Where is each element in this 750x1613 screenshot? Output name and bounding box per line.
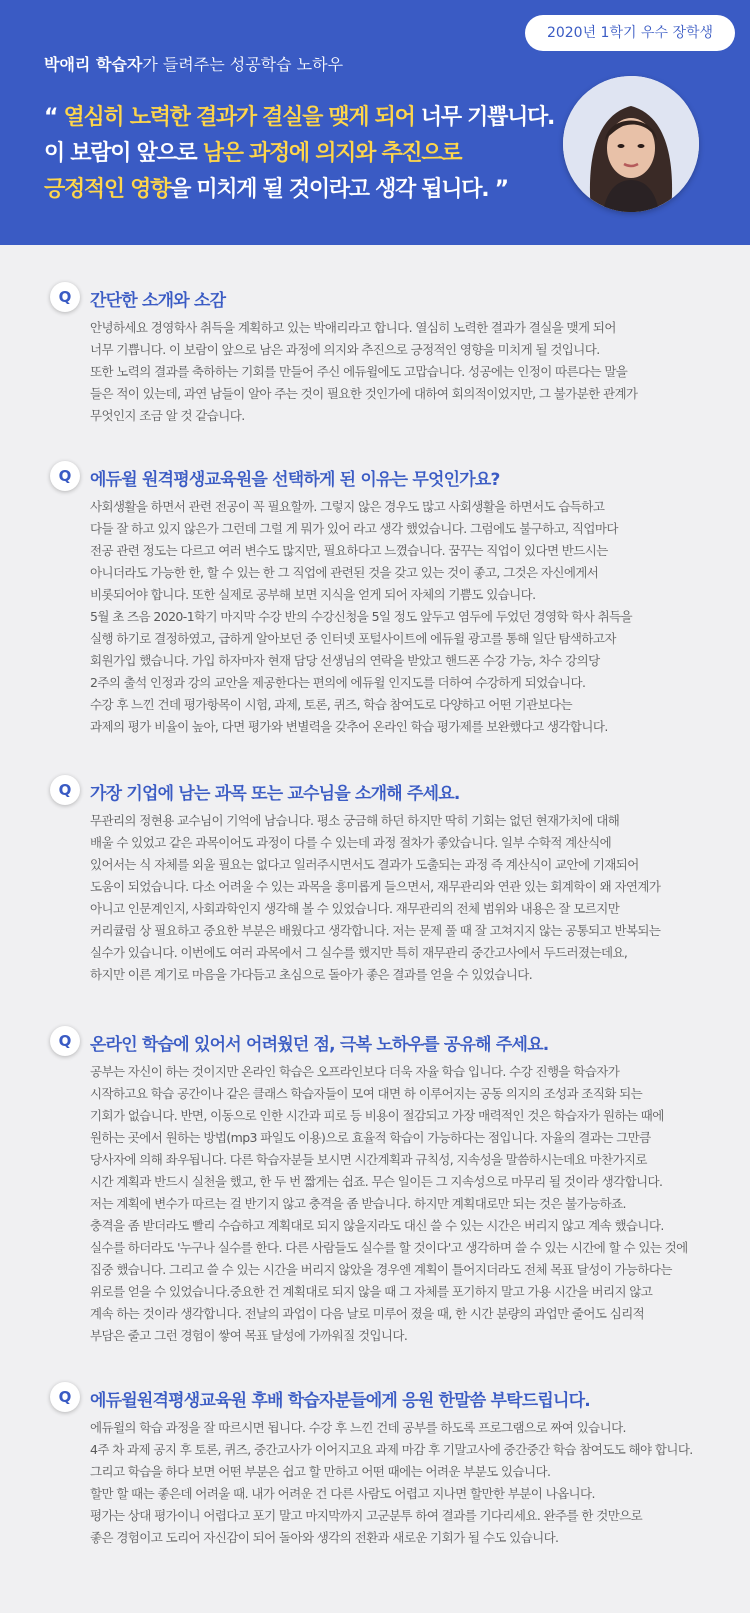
- answer-line: 할만 할 때는 좋은데 어려울 때. 내가 어려운 건 다른 사람도 어렵고 지나면 할만한 부분이 나옵니다.: [90, 1486, 595, 1501]
- answer-line: 회원가입 했습니다. 가입 하자마자 현재 담당 선생님의 연락을 받았고 핸드폰 수강 가능, 차수 강의당: [90, 653, 600, 668]
- answer-text: [90, 1417, 693, 1549]
- q-icon: Q: [50, 775, 80, 805]
- answer-text: [90, 1061, 688, 1347]
- answer-line: 전공 관련 정도는 다르고 여러 변수도 많지만, 필요하다고 느꼈습니다. 꿈꾸는 직업이 있다면 반드시는: [90, 543, 608, 558]
- answer-line: 실수가 있습니다. 이번에도 여러 과목에서 그 실수를 했지만 특히 재무관리 중간고사에서 두드러졌는데요,: [90, 945, 628, 960]
- quote-text: 너무 기쁩니다.: [414, 105, 555, 130]
- q-icon: Q: [50, 1382, 80, 1412]
- answer-line: 시작하고요 학습 공간이나 같은 클래스 학습자들이 모여 대면 하 이루어지는 공동 의지의 조성과 조직화 되는: [90, 1086, 643, 1101]
- answer-line: 저는 계획에 변수가 따르는 걸 반기지 않고 충격을 좀 받습니다. 하지만 계획대로만 되는 것은 불가능하죠.: [90, 1196, 626, 1211]
- answer-line: 충격을 좀 받더라도 빨리 수습하고 계획대로 되지 않을지라도 대신 쓸 수 있는 시간은 버리지 않고 계속 했습니다.: [90, 1218, 664, 1233]
- hero-quote: [44, 100, 554, 208]
- student-avatar: [563, 76, 699, 212]
- answer-line: 당사자에 의해 좌우됩니다. 다른 학습자분들 보시면 시간계획과 규칙성, 지속성을 말씀하시는데요 마찬가지로: [90, 1152, 647, 1167]
- answer-line: 실수를 하더라도 '누구나 실수를 한다. 다른 사람들도 실수를 할 것이다'고 생각하며 쓸 수 있는 시간에 할 수 있는 것에: [90, 1240, 688, 1255]
- answer-line: 아니고 인문계인지, 사회과학인지 생각해 볼 수 있었습니다. 재무관리의 전체 범위와 내용은 잘 모르지만: [90, 901, 620, 916]
- answer-line: 4주 차 과제 공지 후 토론, 퀴즈, 중간고사가 이어지고요 과제 마감 후 기말고사에 중간중간 학습 참여도도 해야 합니다.: [90, 1442, 693, 1457]
- answer-line: 5월 초 즈음 2020-1학기 마지막 수강 반의 수강신청을 5일 정도 앞두고 염두에 두었던 경영학 학사 취득을: [90, 609, 633, 624]
- student-name: 박애리 학습자: [44, 55, 143, 74]
- answer-line: 커리큘럼 상 필요하고 중요한 부분은 배웠다고 생각합니다. 저는 문제 풀 때 잘 고쳐지지 않는 공통되고 반복되는: [90, 923, 661, 938]
- answer-line: 부담은 줄고 그런 경험이 쌓여 목표 달성에 가까워질 것입니다.: [90, 1328, 408, 1343]
- subtitle-rest: 가 들려주는 성공학습 노하우: [142, 55, 344, 74]
- answer-line: 무관리의 정현용 교수님이 기억에 남습니다. 평소 궁금해 하던 하지만 딱히 기회는 없던 현재가치에 대해: [90, 813, 620, 828]
- answer-line: 집중 했습니다. 그리고 쓸 수 있는 시간을 버리지 않았을 경우엔 계획이 틀어지더라도 전체 목표 달성이 가능하다는: [90, 1262, 672, 1277]
- portrait-image: [563, 76, 699, 212]
- answer-line: 너무 기쁩니다. 이 보람이 앞으로 남은 과정에 의지와 추진으로 긍정적인 영향을 미치게 될 것입니다.: [90, 342, 600, 357]
- quote-line-3: [44, 172, 554, 208]
- answer-line: 안녕하세요 경영학사 취득을 계획하고 있는 박애리라고 합니다. 열심히 노력한 결과가 결실을 맺게 되어: [90, 320, 616, 335]
- quote-open: “: [44, 105, 64, 130]
- answer-text: [90, 496, 632, 738]
- q-icon: Q: [50, 1026, 80, 1056]
- answer-line: 위로를 얻을 수 있었습니다.중요한 건 계획대로 되지 않을 때 그 자체를 포기하지 말고 가용 시간을 버리지 않고: [90, 1284, 653, 1299]
- hero-subtitle: [44, 52, 343, 75]
- answer-line: 공부는 자신이 하는 것이지만 온라인 학습은 오프라인보다 더욱 자율 학습 입니다. 수강 진행을 학습자가: [90, 1064, 620, 1079]
- answer-line: 아니더라도 가능한 한, 할 수 있는 한 그 직업에 관련된 것을 갖고 있는 것이 좋고, 그것은 자신에게서: [90, 565, 599, 580]
- q-icon: Q: [50, 461, 80, 491]
- answer-line: 있어서는 식 자체를 외울 필요는 없다고 일러주시면서도 결과가 도출되는 과정 즉 계산식이 교안에 기재되어: [90, 857, 639, 872]
- answer-line: 그리고 학습을 하다 보면 어떤 부분은 쉽고 할 만하고 어떤 때에는 어려운 부분도 있습니다.: [90, 1464, 551, 1479]
- scholarship-badge: 2020년 1학기 우수 장학생: [525, 15, 735, 51]
- answer-text: [90, 810, 660, 986]
- q-icon: Q: [50, 282, 80, 312]
- answer-line: 배울 수 있었고 같은 과목이어도 과정이 다를 수 있는데 과정 절차가 좋았습니다. 일부 수학적 계산식에: [90, 835, 612, 850]
- answer-line: 수강 후 느낀 건데 평가항목이 시험, 과제, 토론, 퀴즈, 학습 참여도로 다양하고 어떤 기관보다는: [90, 697, 572, 712]
- answer-line: 사회생활을 하면서 관련 전공이 꼭 필요할까. 그렇지 않은 경우도 많고 사회생활을 하면서도 습득하고: [90, 499, 605, 514]
- answer-line: 기회가 없습니다. 반면, 이동으로 인한 시간과 피로 등 비용이 절감되고 가장 매력적인 것은 학습자가 원하는 때에: [90, 1108, 664, 1123]
- answer-line: 계속 하는 것이라 생각합니다. 전날의 과업이 다음 날로 미루어 졌을 때, 한 시간 분량의 과업만 줄어도 심리적: [90, 1306, 645, 1321]
- quote-text: 이 보람이 앞으로: [44, 141, 203, 166]
- answer-line: 무엇인지 조금 알 것 같습니다.: [90, 408, 245, 423]
- quote-line-2: [44, 136, 554, 172]
- answer-line: 원하는 곳에서 원하는 방법(mp3 파일도 이용)으로 효율적 학습이 가능하다는 점입니다. 자율의 결과는 그만큼: [90, 1130, 651, 1145]
- question-title: 온라인 학습에 있어서 어려웠던 점, 극복 노하우를 공유해 주세요.: [90, 1035, 549, 1055]
- question-title: 가장 기업에 남는 과목 또는 교수님을 소개해 주세요.: [90, 784, 460, 804]
- answer-line: 실행 하기로 결정하였고, 급하게 알아보던 중 인터넷 포털사이트에 에듀윌 광고를 통해 일단 탐색하고자: [90, 631, 616, 646]
- hero-banner: [0, 0, 750, 245]
- answer-line: 평가는 상대 평가이니 어렵다고 포기 말고 마지막까지 고군분투 하여 결과를 기다리세요. 완주를 한 것만으로: [90, 1508, 643, 1523]
- quote-line-1: [44, 100, 554, 136]
- answer-text: [90, 317, 637, 427]
- answer-line: 과제의 평가 비율이 높아, 다면 평가와 변별력을 갖추어 온라인 학습 평가제를 보완했다고 생각합니다.: [90, 719, 608, 734]
- question-title: 에듀윌원격평생교육원 후배 학습자분들에게 응원 한말씀 부탁드립니다.: [90, 1391, 590, 1411]
- quote-highlight: 남은 과정에 의지와 추진으로: [202, 141, 462, 166]
- answer-line: 2주의 출석 인정과 강의 교안을 제공한다는 편의에 에듀윌 인지도를 더하여 수강하게 되었습니다.: [90, 675, 586, 690]
- answer-line: 시간 계획과 반드시 실천을 했고, 한 두 번 짧게는 쉽죠. 무슨 일이든 그 지속성으로 마무리 될 것이라 생각합니다.: [90, 1174, 663, 1189]
- quote-text: 을 미치게 될 것이라고 생각 됩니다. ”: [170, 177, 508, 202]
- answer-line: 다들 잘 하고 있지 않은가 그런데 그럴 게 뭐가 있어 라고 생각 했었습니다. 그럼에도 불구하고, 직업마다: [90, 521, 618, 536]
- answer-line: 또한 노력의 결과를 축하하는 기회를 만들어 주신 에듀윌에도 고맙습니다. 성공에는 인정이 따른다는 말을: [90, 364, 628, 379]
- answer-line: 비롯되어야 합니다. 또한 실제로 공부해 보면 지식을 얻게 되어 자체의 기쁨도 있습니다.: [90, 587, 536, 602]
- question-title: 에듀윌 원격평생교육원을 선택하게 된 이유는 무엇인가요?: [90, 470, 500, 490]
- answer-line: 하지만 이른 계기로 마음을 가다듬고 초심으로 돌아가 좋은 결과를 얻을 수 있었습니다.: [90, 967, 533, 982]
- answer-line: 도움이 되었습니다. 다소 어려울 수 있는 과목을 흥미롭게 들으면서, 재무관리와 연관 있는 회계학이 왜 자연계가: [90, 879, 661, 894]
- answer-line: 들은 적이 있는데, 과연 남들이 알아 주는 것이 필요한 것인가에 대하여 회의적이었지만, 그 불가분한 관계가: [90, 386, 638, 401]
- answer-line: 에듀윌의 학습 과정을 잘 따르시면 됩니다. 수강 후 느낀 건데 공부를 하도록 프로그램으로 짜여 있습니다.: [90, 1420, 626, 1435]
- quote-highlight: 열심히 노력한 결과가 결실을 맺게 되어: [63, 105, 415, 130]
- quote-highlight: 긍정적인 영향: [44, 177, 171, 202]
- answer-line: 좋은 경험이고 도리어 자신감이 되어 돌아와 생각의 전환과 새로운 기회가 될 수도 있습니다.: [90, 1530, 559, 1545]
- question-title: 간단한 소개와 소감: [90, 291, 226, 311]
